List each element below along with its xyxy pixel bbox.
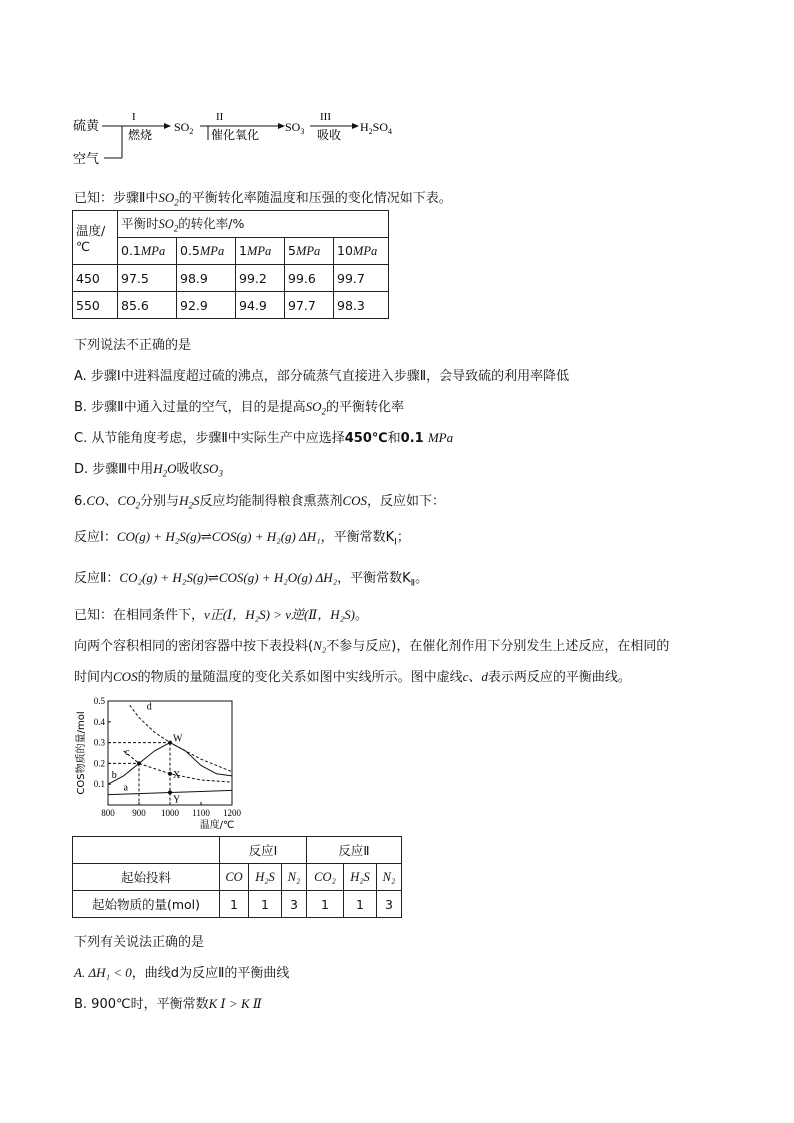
- curve-label-d: d: [146, 701, 152, 713]
- x-axis-label: 温度/℃: [199, 820, 235, 831]
- flow-sulfur: 硫黄: [73, 119, 100, 134]
- y-tick-label: 0.1: [93, 779, 105, 790]
- x-tick-label: 900: [132, 808, 146, 818]
- pressure-header: 0.1MPa: [118, 238, 177, 265]
- q6-known: 已知：在相同条件下，v正(Ⅰ，H₂S) > v逆(Ⅱ，H₂S)。: [74, 607, 368, 623]
- q6-para-line2: 时间内COS的物质的量随温度的变化关系如图中实线所示。图中虚线c、d表示两反应的平衡曲线。: [74, 669, 631, 685]
- point-Y: [168, 791, 172, 795]
- conversion-table: [72, 210, 389, 319]
- flow-h2so4: $H_2SO_4$: [360, 120, 393, 136]
- rate-header: 平衡时$SO_2$的转化率/%: [118, 211, 389, 238]
- step1-label: 燃烧: [128, 128, 153, 142]
- q5-known-text: 已知：步骤Ⅱ中$SO_2$的平衡转化率随温度和压强的变化情况如下表。: [74, 190, 452, 208]
- y-tick-label: 0.4: [93, 716, 105, 727]
- curve-label-b: b: [111, 769, 117, 781]
- y-tick-label: 0.2: [93, 758, 105, 769]
- x-tick-label: 800: [101, 808, 115, 818]
- q6-stem: 下列有关说法正确的是: [74, 935, 205, 950]
- step3-label: 吸收: [317, 128, 342, 142]
- table-row: 450 97.5 98.9 99.2 99.6 99.7: [73, 265, 389, 292]
- y-tick-label: 0.5: [93, 696, 105, 706]
- step2-number: II: [216, 111, 224, 123]
- point-label-W: W: [173, 733, 183, 745]
- y-tick-label: 0.3: [93, 737, 105, 748]
- feed-label: 起始投料: [73, 864, 220, 891]
- x-tick-label: 1000: [161, 808, 179, 818]
- pressure-header: 5MPa: [285, 238, 334, 265]
- table-row: 550 85.6 92.9 94.9 97.7 98.3: [73, 292, 389, 319]
- point-X: [168, 772, 172, 776]
- reaction1-header: 反应Ⅰ: [220, 837, 307, 864]
- point-900: [137, 761, 141, 765]
- step1-number: I: [132, 111, 136, 123]
- reaction-1: 反应Ⅰ：CO(g) + H₂S(g)⇌COS(g) + H₂(g) ΔH₁，平衡常数$K_Ⅰ$；: [74, 529, 410, 548]
- flow-air: 空气: [73, 152, 100, 167]
- q5-option-c: C. 从节能角度考虑，步骤Ⅱ中实际生产中应选择450℃和0.1 MPa: [74, 430, 454, 446]
- q5-option-b: B. 步骤Ⅱ中通入过量的空气，目的是提高$SO_2$的平衡转化率: [74, 399, 404, 417]
- step3-number: III: [320, 111, 331, 123]
- pressure-header: 0.5MPa: [177, 238, 236, 265]
- pressure-header: 10MPa: [334, 238, 389, 265]
- q6-option-a: A. ΔH₁ < 0，曲线d为反应Ⅱ的平衡曲线: [74, 965, 290, 981]
- q6-option-b: B. 900℃时，平衡常数K Ⅰ > K Ⅱ: [74, 996, 262, 1012]
- curve-label-c: c: [125, 747, 130, 759]
- temp-header: 温度/℃: [73, 211, 118, 265]
- point-W: [168, 741, 172, 745]
- point-label-Y: Y: [173, 794, 181, 806]
- cos-temperature-chart: [72, 693, 242, 833]
- q6-intro: 6.CO、$CO_2$分别与$H_2S$反应均能制得粮食熏蒸剂COS，反应如下：: [74, 493, 446, 511]
- step2-label: 催化氧化: [211, 128, 260, 142]
- x-tick-label: 1100: [192, 808, 210, 818]
- q5-option-a: A. 步骤Ⅰ中进料温度超过硫的沸点，部分硫蒸气直接进入步骤Ⅱ，会导致硫的利用率降低: [74, 369, 570, 384]
- feed-table: 反应Ⅰ 反应Ⅱ 起始投料 CO H₂S N₂ CO₂ H₂S N₂ 起始物质的量(mol) 1 1 3 1 1 3: [72, 836, 402, 918]
- flow-so3: $SO_3$: [285, 120, 305, 136]
- amount-label: 起始物质的量(mol): [73, 891, 220, 918]
- reaction2-header: 反应Ⅱ: [307, 837, 402, 864]
- reaction-2: 反应Ⅱ：CO₂(g) + H₂S(g)⇌COS(g) + H₂O(g) ΔH₂，平衡常数$K_Ⅱ$。: [74, 570, 429, 589]
- x-tick-label: 1200: [223, 808, 241, 818]
- curve-label-a: a: [123, 782, 128, 794]
- flow-so2: $SO_2$: [174, 120, 194, 136]
- pressure-header: 1MPa: [236, 238, 285, 265]
- point-label-X: X: [173, 769, 181, 781]
- q5-stem: 下列说法不正确的是: [74, 338, 192, 353]
- y-axis-label: COS物质的量/mol: [76, 711, 87, 795]
- q6-para-line1: 向两个容积相同的密闭容器中按下表投料(N₂不参与反应)，在催化剂作用下分别发生上述反应，在相同的: [74, 638, 670, 654]
- process-flow-diagram: [70, 108, 410, 170]
- q5-option-d: D. 步骤Ⅲ中用$H_2O$吸收$SO_3$: [74, 461, 223, 479]
